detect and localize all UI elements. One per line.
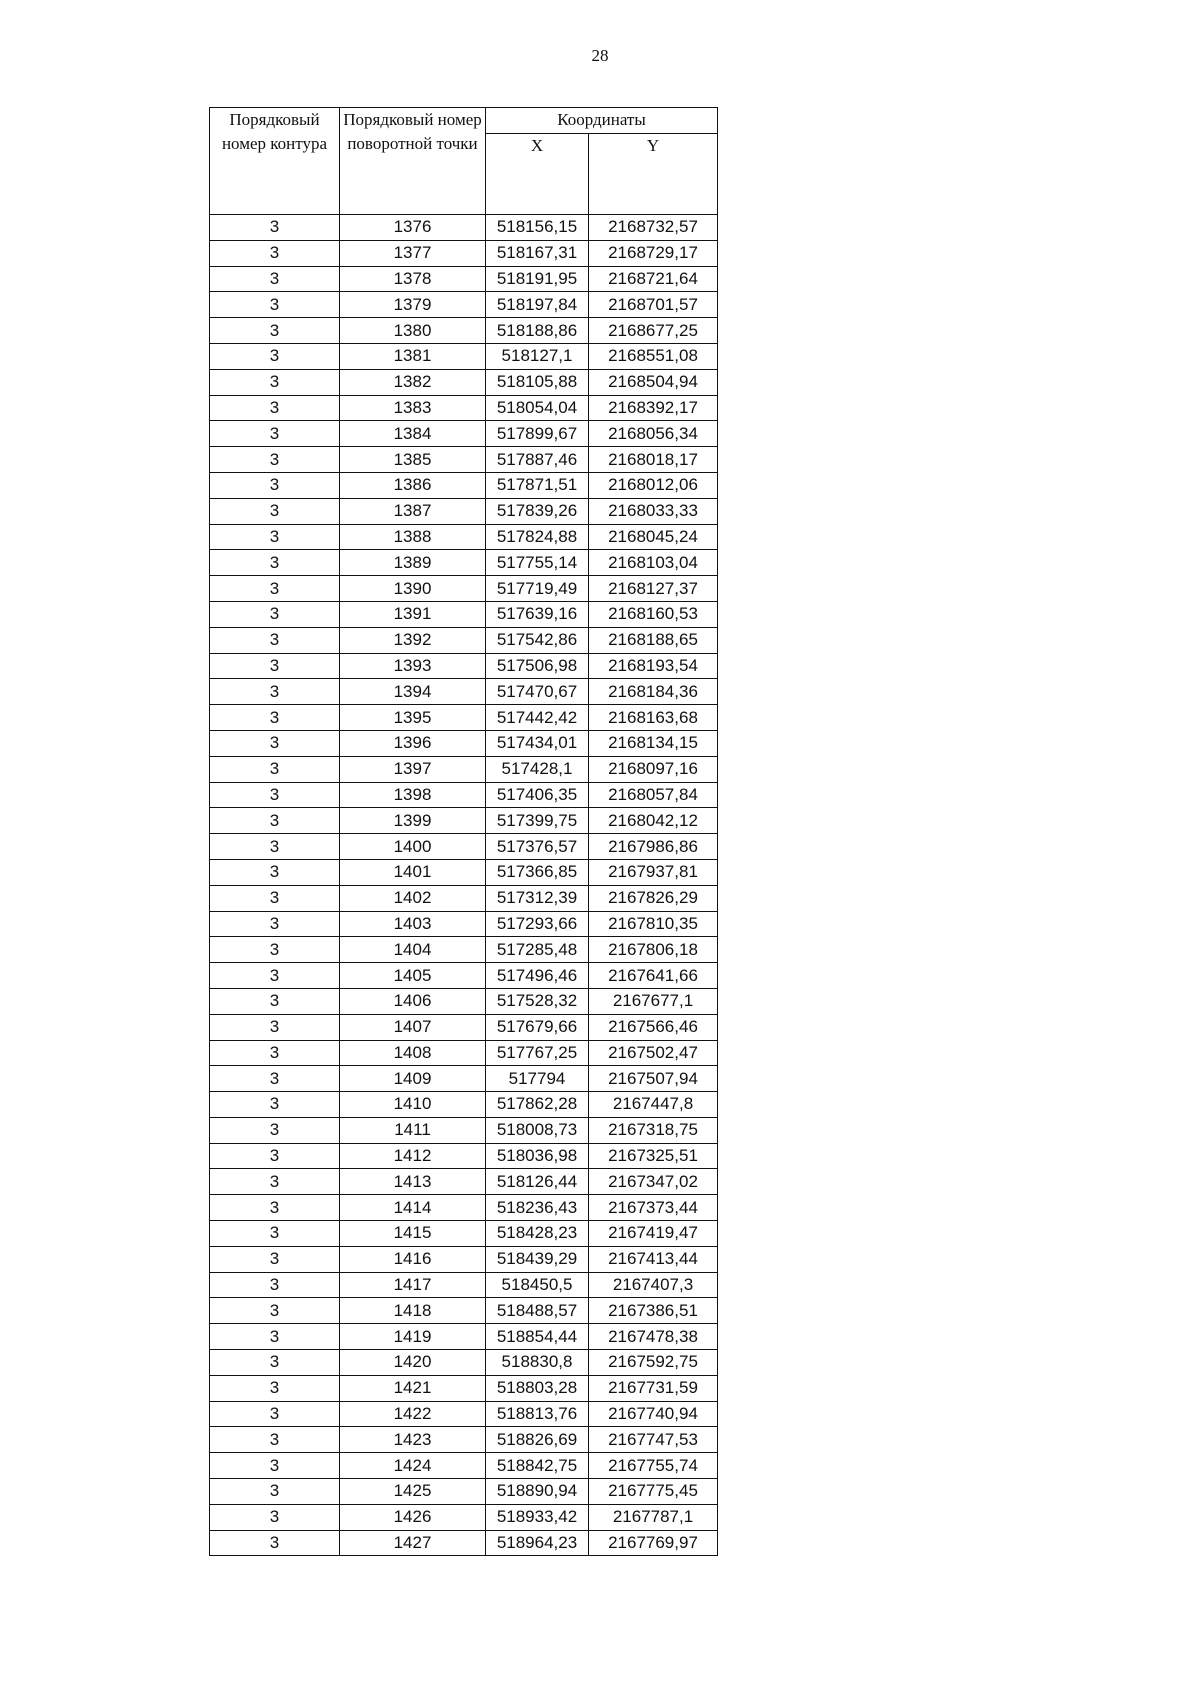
cell-point: 1397 <box>340 756 486 782</box>
cell-x: 518439,29 <box>486 1246 589 1272</box>
cell-point: 1385 <box>340 447 486 473</box>
cell-x: 518188,86 <box>486 318 589 344</box>
cell-point: 1401 <box>340 859 486 885</box>
cell-point: 1382 <box>340 369 486 395</box>
cell-contour: 3 <box>210 1479 340 1505</box>
table-row <box>210 705 718 731</box>
cell-point: 1409 <box>340 1066 486 1092</box>
cell-x: 517428,1 <box>486 756 589 782</box>
cell-point: 1421 <box>340 1375 486 1401</box>
cell-contour: 3 <box>210 1092 340 1118</box>
cell-y: 2167419,47 <box>589 1221 718 1247</box>
cell-y: 2167769,97 <box>589 1530 718 1556</box>
cell-point: 1417 <box>340 1272 486 1298</box>
table-row <box>210 1092 718 1118</box>
cell-contour: 3 <box>210 369 340 395</box>
cell-contour: 3 <box>210 705 340 731</box>
cell-x: 518428,23 <box>486 1221 589 1247</box>
table-row <box>210 1350 718 1376</box>
cell-contour: 3 <box>210 215 340 241</box>
cell-x: 517496,46 <box>486 963 589 989</box>
cell-x: 518450,5 <box>486 1272 589 1298</box>
cell-contour: 3 <box>210 447 340 473</box>
cell-point: 1410 <box>340 1092 486 1118</box>
table-row <box>210 1479 718 1505</box>
cell-x: 518854,44 <box>486 1324 589 1350</box>
cell-x: 518105,88 <box>486 369 589 395</box>
cell-point: 1390 <box>340 576 486 602</box>
cell-contour: 3 <box>210 679 340 705</box>
table-row <box>210 963 718 989</box>
cell-contour: 3 <box>210 1014 340 1040</box>
cell-x: 517366,85 <box>486 859 589 885</box>
cell-x: 517406,35 <box>486 782 589 808</box>
table-row <box>210 1246 718 1272</box>
cell-point: 1420 <box>340 1350 486 1376</box>
cell-y: 2168127,37 <box>589 576 718 602</box>
cell-contour: 3 <box>210 240 340 266</box>
cell-y: 2168504,94 <box>589 369 718 395</box>
cell-y: 2167318,75 <box>589 1117 718 1143</box>
cell-contour: 3 <box>210 1401 340 1427</box>
cell-point: 1403 <box>340 911 486 937</box>
cell-x: 518830,8 <box>486 1350 589 1376</box>
cell-y: 2167775,45 <box>589 1479 718 1505</box>
cell-x: 517376,57 <box>486 834 589 860</box>
cell-point: 1425 <box>340 1479 486 1505</box>
cell-x: 517755,14 <box>486 550 589 576</box>
cell-contour: 3 <box>210 576 340 602</box>
cell-y: 2167347,02 <box>589 1169 718 1195</box>
cell-y: 2167373,44 <box>589 1195 718 1221</box>
cell-x: 517528,32 <box>486 988 589 1014</box>
cell-point: 1400 <box>340 834 486 860</box>
cell-x: 518803,28 <box>486 1375 589 1401</box>
cell-y: 2168732,57 <box>589 215 718 241</box>
cell-x: 518933,42 <box>486 1504 589 1530</box>
cell-point: 1426 <box>340 1504 486 1530</box>
cell-x: 518008,73 <box>486 1117 589 1143</box>
cell-x: 518156,15 <box>486 215 589 241</box>
cell-point: 1394 <box>340 679 486 705</box>
cell-point: 1376 <box>340 215 486 241</box>
page-number: 28 <box>591 46 609 65</box>
cell-point: 1395 <box>340 705 486 731</box>
cell-contour: 3 <box>210 1298 340 1324</box>
table-row <box>210 885 718 911</box>
cell-point: 1389 <box>340 550 486 576</box>
cell-contour: 3 <box>210 834 340 860</box>
table-row <box>210 1530 718 1556</box>
cell-contour: 3 <box>210 627 340 653</box>
cell-y: 2167478,38 <box>589 1324 718 1350</box>
cell-y: 2168193,54 <box>589 653 718 679</box>
cell-contour: 3 <box>210 782 340 808</box>
cell-y: 2168057,84 <box>589 782 718 808</box>
cell-contour: 3 <box>210 395 340 421</box>
cell-point: 1377 <box>340 240 486 266</box>
header-y: Y <box>589 134 718 215</box>
cell-y: 2168042,12 <box>589 808 718 834</box>
cell-y: 2168188,65 <box>589 627 718 653</box>
cell-contour: 3 <box>210 1453 340 1479</box>
table-row <box>210 1143 718 1169</box>
table-row <box>210 937 718 963</box>
table-row <box>210 756 718 782</box>
cell-x: 517470,67 <box>486 679 589 705</box>
cell-point: 1414 <box>340 1195 486 1221</box>
cell-point: 1406 <box>340 988 486 1014</box>
table-row <box>210 1324 718 1350</box>
cell-point: 1383 <box>340 395 486 421</box>
table-row <box>210 1298 718 1324</box>
cell-x: 517399,75 <box>486 808 589 834</box>
cell-contour: 3 <box>210 653 340 679</box>
cell-x: 518842,75 <box>486 1453 589 1479</box>
table-row <box>210 447 718 473</box>
cell-point: 1405 <box>340 963 486 989</box>
cell-y: 2167755,74 <box>589 1453 718 1479</box>
cell-x: 517887,46 <box>486 447 589 473</box>
table-row <box>210 730 718 756</box>
table-row <box>210 1169 718 1195</box>
cell-point: 1386 <box>340 472 486 498</box>
cell-point: 1388 <box>340 524 486 550</box>
cell-x: 517719,49 <box>486 576 589 602</box>
cell-point: 1408 <box>340 1040 486 1066</box>
cell-contour: 3 <box>210 498 340 524</box>
cell-contour: 3 <box>210 266 340 292</box>
cell-point: 1392 <box>340 627 486 653</box>
cell-y: 2167677,1 <box>589 988 718 1014</box>
cell-point: 1402 <box>340 885 486 911</box>
cell-point: 1419 <box>340 1324 486 1350</box>
cell-x: 518036,98 <box>486 1143 589 1169</box>
cell-y: 2167731,59 <box>589 1375 718 1401</box>
cell-y: 2167325,51 <box>589 1143 718 1169</box>
cell-x: 518813,76 <box>486 1401 589 1427</box>
cell-point: 1399 <box>340 808 486 834</box>
cell-point: 1413 <box>340 1169 486 1195</box>
cell-y: 2168729,17 <box>589 240 718 266</box>
cell-x: 517542,86 <box>486 627 589 653</box>
cell-point: 1427 <box>340 1530 486 1556</box>
cell-x: 517899,67 <box>486 421 589 447</box>
cell-contour: 3 <box>210 601 340 627</box>
cell-x: 517767,25 <box>486 1040 589 1066</box>
cell-y: 2168018,17 <box>589 447 718 473</box>
cell-contour: 3 <box>210 1504 340 1530</box>
table-row <box>210 653 718 679</box>
cell-x: 518890,94 <box>486 1479 589 1505</box>
cell-contour: 3 <box>210 937 340 963</box>
table-row <box>210 343 718 369</box>
cell-contour: 3 <box>210 1040 340 1066</box>
cell-y: 2168097,16 <box>589 756 718 782</box>
cell-x: 517442,42 <box>486 705 589 731</box>
cell-point: 1379 <box>340 292 486 318</box>
cell-x: 518826,69 <box>486 1427 589 1453</box>
header-point-number: Порядковый номер поворотной точки <box>340 108 486 215</box>
table-row <box>210 1040 718 1066</box>
header-coordinates: Координаты <box>486 108 718 134</box>
cell-y: 2168012,06 <box>589 472 718 498</box>
cell-y: 2168163,68 <box>589 705 718 731</box>
table-row <box>210 215 718 241</box>
table-row <box>210 1221 718 1247</box>
table-row <box>210 1504 718 1530</box>
table-row <box>210 1195 718 1221</box>
cell-point: 1378 <box>340 266 486 292</box>
cell-point: 1418 <box>340 1298 486 1324</box>
table-row <box>210 1375 718 1401</box>
cell-point: 1391 <box>340 601 486 627</box>
cell-contour: 3 <box>210 885 340 911</box>
cell-y: 2167806,18 <box>589 937 718 963</box>
cell-point: 1423 <box>340 1427 486 1453</box>
cell-y: 2168056,34 <box>589 421 718 447</box>
cell-y: 2168184,36 <box>589 679 718 705</box>
table-row <box>210 1014 718 1040</box>
cell-contour: 3 <box>210 472 340 498</box>
cell-contour: 3 <box>210 524 340 550</box>
cell-x: 517312,39 <box>486 885 589 911</box>
cell-contour: 3 <box>210 1272 340 1298</box>
cell-y: 2167810,35 <box>589 911 718 937</box>
header-x: X <box>486 134 589 215</box>
cell-point: 1380 <box>340 318 486 344</box>
cell-contour: 3 <box>210 1350 340 1376</box>
table-row <box>210 1117 718 1143</box>
cell-contour: 3 <box>210 1375 340 1401</box>
cell-contour: 3 <box>210 963 340 989</box>
cell-point: 1384 <box>340 421 486 447</box>
cell-x: 518126,44 <box>486 1169 589 1195</box>
cell-point: 1415 <box>340 1221 486 1247</box>
table-row <box>210 395 718 421</box>
cell-y: 2167502,47 <box>589 1040 718 1066</box>
cell-x: 517434,01 <box>486 730 589 756</box>
cell-x: 518488,57 <box>486 1298 589 1324</box>
cell-y: 2167986,86 <box>589 834 718 860</box>
cell-y: 2168392,17 <box>589 395 718 421</box>
cell-contour: 3 <box>210 1246 340 1272</box>
cell-y: 2167413,44 <box>589 1246 718 1272</box>
cell-y: 2168701,57 <box>589 292 718 318</box>
cell-x: 518167,31 <box>486 240 589 266</box>
table-row <box>210 1427 718 1453</box>
table-row <box>210 1272 718 1298</box>
table-row <box>210 292 718 318</box>
coordinates-table <box>209 107 718 1556</box>
cell-point: 1404 <box>340 937 486 963</box>
cell-point: 1412 <box>340 1143 486 1169</box>
cell-y: 2167787,1 <box>589 1504 718 1530</box>
cell-contour: 3 <box>210 756 340 782</box>
cell-x: 517639,16 <box>486 601 589 627</box>
cell-y: 2168103,04 <box>589 550 718 576</box>
table-row <box>210 576 718 602</box>
cell-contour: 3 <box>210 1143 340 1169</box>
table-row <box>210 266 718 292</box>
cell-y: 2167566,46 <box>589 1014 718 1040</box>
cell-x: 517679,66 <box>486 1014 589 1040</box>
cell-point: 1387 <box>340 498 486 524</box>
cell-x: 517285,48 <box>486 937 589 963</box>
cell-y: 2168033,33 <box>589 498 718 524</box>
cell-point: 1411 <box>340 1117 486 1143</box>
table-row <box>210 369 718 395</box>
table-row <box>210 1453 718 1479</box>
cell-y: 2167407,3 <box>589 1272 718 1298</box>
cell-point: 1422 <box>340 1401 486 1427</box>
table-row <box>210 1066 718 1092</box>
cell-x: 518054,04 <box>486 395 589 421</box>
cell-point: 1407 <box>340 1014 486 1040</box>
cell-y: 2168677,25 <box>589 318 718 344</box>
cell-y: 2168551,08 <box>589 343 718 369</box>
cell-y: 2167507,94 <box>589 1066 718 1092</box>
table-row <box>210 834 718 860</box>
cell-y: 2167937,81 <box>589 859 718 885</box>
table-row <box>210 498 718 524</box>
cell-point: 1416 <box>340 1246 486 1272</box>
cell-y: 2167740,94 <box>589 1401 718 1427</box>
cell-contour: 3 <box>210 808 340 834</box>
table-row <box>210 679 718 705</box>
cell-x: 518964,23 <box>486 1530 589 1556</box>
table-row <box>210 472 718 498</box>
cell-x: 517871,51 <box>486 472 589 498</box>
table-row <box>210 988 718 1014</box>
cell-x: 518197,84 <box>486 292 589 318</box>
cell-y: 2167447,8 <box>589 1092 718 1118</box>
cell-y: 2167592,75 <box>589 1350 718 1376</box>
cell-contour: 3 <box>210 911 340 937</box>
cell-x: 517862,28 <box>486 1092 589 1118</box>
cell-x: 518191,95 <box>486 266 589 292</box>
table-row <box>210 627 718 653</box>
table-row <box>210 808 718 834</box>
table-row <box>210 1401 718 1427</box>
cell-contour: 3 <box>210 1324 340 1350</box>
table-row <box>210 859 718 885</box>
cell-y: 2167641,66 <box>589 963 718 989</box>
cell-contour: 3 <box>210 730 340 756</box>
cell-contour: 3 <box>210 550 340 576</box>
table-row <box>210 421 718 447</box>
cell-contour: 3 <box>210 421 340 447</box>
cell-contour: 3 <box>210 988 340 1014</box>
table-row <box>210 911 718 937</box>
cell-point: 1396 <box>340 730 486 756</box>
cell-contour: 3 <box>210 859 340 885</box>
cell-contour: 3 <box>210 292 340 318</box>
cell-contour: 3 <box>210 1427 340 1453</box>
header-contour-number: Порядковый номер контура <box>210 108 340 215</box>
cell-y: 2168160,53 <box>589 601 718 627</box>
cell-x: 518127,1 <box>486 343 589 369</box>
cell-x: 517293,66 <box>486 911 589 937</box>
cell-point: 1398 <box>340 782 486 808</box>
cell-contour: 3 <box>210 1530 340 1556</box>
table-row <box>210 524 718 550</box>
cell-y: 2168134,15 <box>589 730 718 756</box>
cell-y: 2167386,51 <box>589 1298 718 1324</box>
cell-contour: 3 <box>210 318 340 344</box>
cell-x: 517839,26 <box>486 498 589 524</box>
cell-y: 2167826,29 <box>589 885 718 911</box>
cell-point: 1424 <box>340 1453 486 1479</box>
cell-x: 518236,43 <box>486 1195 589 1221</box>
cell-y: 2168045,24 <box>589 524 718 550</box>
cell-contour: 3 <box>210 1195 340 1221</box>
cell-contour: 3 <box>210 1221 340 1247</box>
table-row <box>210 240 718 266</box>
cell-y: 2168721,64 <box>589 266 718 292</box>
table-row <box>210 550 718 576</box>
cell-x: 517506,98 <box>486 653 589 679</box>
table-row <box>210 782 718 808</box>
table-row <box>210 601 718 627</box>
cell-y: 2167747,53 <box>589 1427 718 1453</box>
cell-x: 517824,88 <box>486 524 589 550</box>
cell-contour: 3 <box>210 1066 340 1092</box>
table-body <box>210 215 718 1556</box>
cell-point: 1381 <box>340 343 486 369</box>
cell-point: 1393 <box>340 653 486 679</box>
cell-contour: 3 <box>210 343 340 369</box>
cell-x: 517794 <box>486 1066 589 1092</box>
cell-contour: 3 <box>210 1117 340 1143</box>
table-row <box>210 318 718 344</box>
cell-contour: 3 <box>210 1169 340 1195</box>
